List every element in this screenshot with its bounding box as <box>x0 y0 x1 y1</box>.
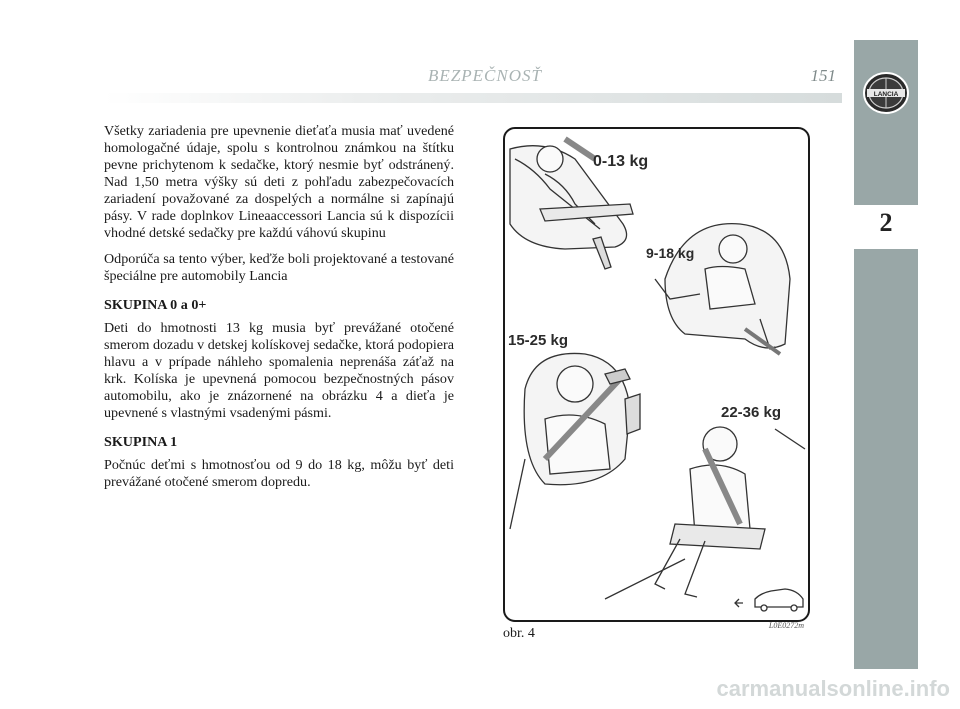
chapter-tab-bottom <box>854 249 918 669</box>
heading-group-0: SKUPINA 0 a 0+ <box>104 297 207 313</box>
label-group-0: 0-13 kg <box>593 153 649 170</box>
figure-caption: obr. 4 <box>503 626 535 641</box>
body-text <box>104 123 454 500</box>
page-number: 151 <box>810 66 836 85</box>
figure-code: L0E0272m <box>768 621 804 630</box>
section-title: BEZPEČNOSŤ <box>428 66 542 85</box>
chapter-number: 2 <box>879 208 893 237</box>
group-0-paragraph: Deti do hmotnosti 13 kg musia byť prevážané otočené smerom dozadu v detskej kolískovej sedačke, ktorá podopiera hlavu a v prípade náhleho spomalenia neprenáša záťaž na krk. Kolíska je upevnená pomocou bezpečnostných pásov automobilu, ako je znázornené na obrázku 4 a dieťa je upevnené s vlastnými vsadenými pásmi. <box>104 320 454 421</box>
label-group-3: 22-36 kg <box>721 404 782 421</box>
car-direction-icon <box>735 589 803 611</box>
child-seat-figure <box>503 127 810 622</box>
header-rule <box>104 93 842 103</box>
intro-paragraph-2: Odporúča sa tento výber, keďže boli projektované a testované špeciálne pre automobily Lancia <box>104 251 454 284</box>
group-1-paragraph: Počnúc deťmi s hmotnosťou od 9 do 18 kg, môžu byť deti prevážané otočené smerom dopredu. <box>104 457 454 490</box>
chapter-tab-top <box>854 40 918 205</box>
watermark: carmanualsonline.info <box>716 676 950 701</box>
intro-paragraph-1: Všetky zariadenia pre upevnenie dieťaťa musia mať uvedené homologačné údaje, spolu s kontrolnou známkou na štítku pevne prichytenom k sedačke, ktorý nesmie byť odstránený. Nad 1,50 metra výšky sú deti z pohľadu zabezpečovacích zariadení považované za dospelých a normálne si zapínajú pásy. V rade doplnkov Lineaaccessori Lancia sú k dispozícii vhodné detské sedačky pre každú váhovú skupinu <box>104 123 454 241</box>
label-group-1: 9-18 kg <box>646 245 695 261</box>
lancia-logo-icon <box>861 70 911 116</box>
toddler-seat-illustration <box>655 224 790 354</box>
heading-group-1: SKUPINA 1 <box>104 434 178 450</box>
booster-seat-with-back-illustration <box>510 353 640 529</box>
booster-cushion-illustration <box>605 427 805 599</box>
svg-text:LANCIA: LANCIA <box>873 91 899 98</box>
label-group-2: 15-25 kg <box>508 332 569 349</box>
